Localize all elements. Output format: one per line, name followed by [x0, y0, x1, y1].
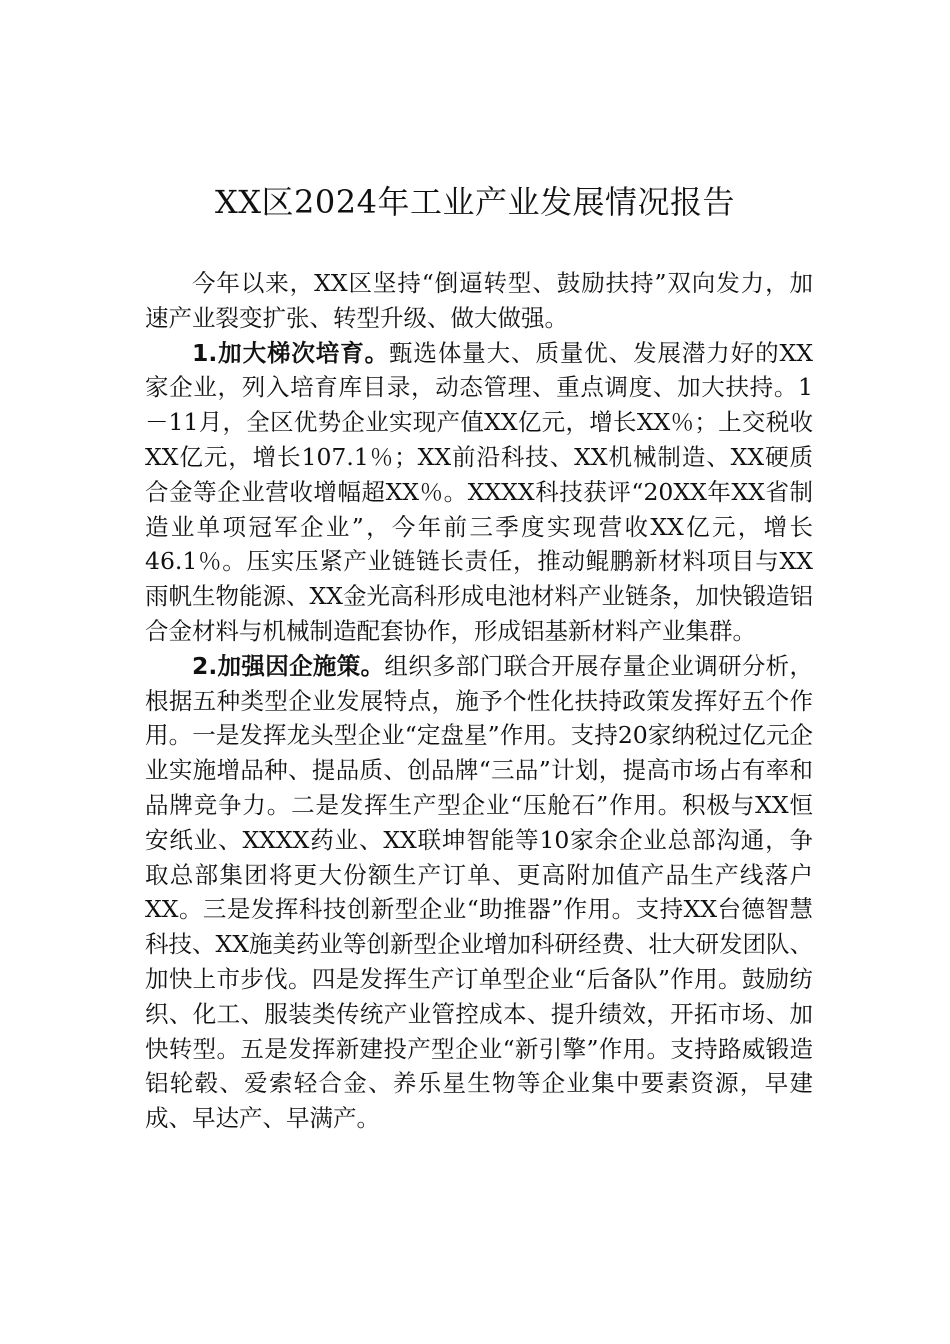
section-2-paragraph [145, 649, 813, 1136]
paragraph-text: 甄选体量大、质量优、发展潜力好的XX家企业，列入培育库目录，动态管理、重点调度、加大扶持。1－11月，全区优势企业实现产值XX亿元，增长XX％；上交税收XX亿元，增长107.1％；XX前沿科技、XX机械制造、XX硬质合金等企业营收增幅超XX％。XXXX科技获评“20XX年XX省制造业单项冠军企业”，今年前三季度实现营收XX亿元，增长46.1％。压实压紧产业链链长责任，推动鲲鹏新材料项目与XX雨帆生物能源、XX金光高科形成电池材料产业链条，加快锻造铝合金材料与机械制造配套协作，形成铝基新材料产业集群。 [145, 338, 813, 645]
document-body [145, 266, 813, 1136]
paragraph-text: 组织多部门联合开展存量企业调研分析，根据五种类型企业发展特点，施予个性化扶持政策发挥好五个作用。一是发挥龙头型企业“定盘星”作用。支持20家纳税过亿元企业实施增品种、提品质、创品牌“三品”计划，提高市场占有率和品牌竞争力。二是发挥生产型企业“压舱石”作用。积极与XX恒安纸业、XXXX药业、XX联坤智能等10家余企业总部沟通，争取总部集团将更大份额生产订单、更高附加值产品生产线落户XX。三是发挥科技创新型企业“助推器”作用。支持XX台德智慧科技、XX施美药业等创新型企业增加科研经费、壮大研发团队、加快上市步伐。四是发挥生产订单型企业“后备队”作用。鼓励纺织、化工、服装类传统产业管控成本、提升绩效，开拓市场、加快转型。五是发挥新建投产型企业“新引擎”作用。支持路威锻造铝轮毂、爱索轻合金、养乐星生物等企业集中要素资源，早建成、早达产、早满产。 [145, 651, 814, 1133]
paragraph-text: 今年以来，XX区坚持“倒逼转型、鼓励扶持”双向发力，加速产业裂变扩张、转型升级、做大做强。 [145, 269, 813, 332]
section-2-heading: 2.加强因企施策。 [192, 651, 385, 680]
intro-paragraph [145, 266, 813, 336]
section-1-paragraph [145, 336, 813, 649]
section-1-heading: 1.加大梯次培育。 [192, 338, 390, 367]
document-title: XX区2024年工业产业发展情况报告 [214, 183, 735, 221]
